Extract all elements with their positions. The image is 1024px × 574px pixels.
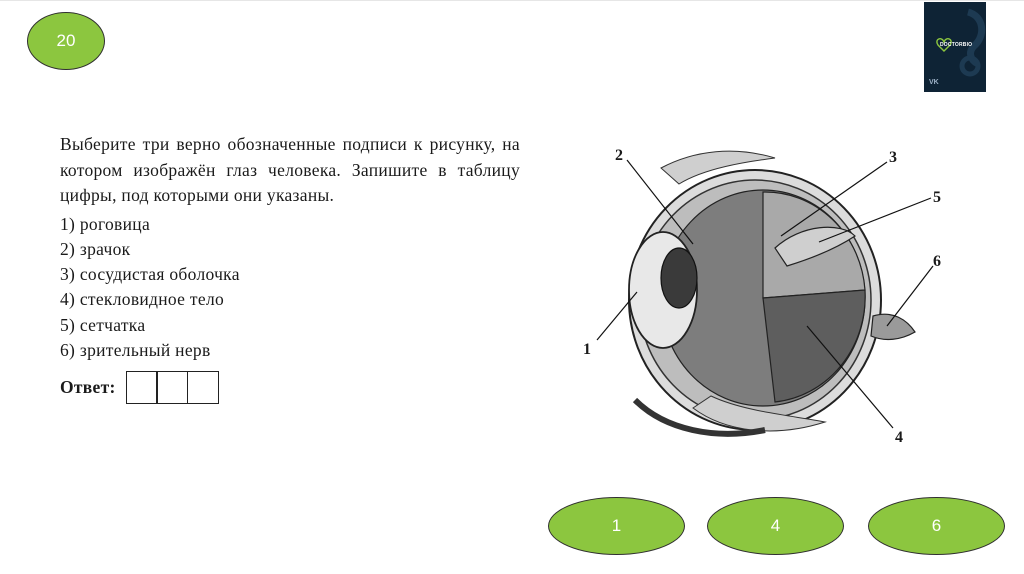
diagram-label-1: 1 xyxy=(583,341,591,358)
answer-button-4[interactable]: 4 xyxy=(707,497,844,555)
diagram-label-3: 3 xyxy=(889,149,897,166)
question-number-badge: 20 xyxy=(27,12,105,70)
vk-icon: VK xyxy=(929,79,939,86)
answer-table xyxy=(126,371,218,404)
option-item: 4) стекловидное тело xyxy=(60,289,225,310)
diagram-label-6: 6 xyxy=(933,253,941,270)
option-item: 3) сосудистая оболочка xyxy=(60,264,240,285)
logo-brand-text: DOCTORBIO xyxy=(940,42,973,48)
doctorbio-logo xyxy=(924,2,986,92)
option-item: 1) роговица xyxy=(60,213,151,234)
option-item: 5) сетчатка xyxy=(60,314,146,335)
option-item: 2) зрачок xyxy=(60,238,131,259)
option-item: 6) зрительный нерв xyxy=(60,339,211,360)
eye-diagram xyxy=(575,140,955,460)
eye-illustration xyxy=(575,140,955,460)
diagram-label-2: 2 xyxy=(615,147,623,164)
task-block xyxy=(60,132,520,404)
answer-row xyxy=(60,371,520,404)
pupil-shape xyxy=(661,248,697,308)
answer-button-1[interactable]: 1 xyxy=(548,497,685,555)
options-list xyxy=(60,212,520,364)
diagram-label-4: 4 xyxy=(895,429,903,446)
top-divider xyxy=(0,0,1024,1)
diagram-label-5: 5 xyxy=(933,189,941,206)
answer-cell[interactable] xyxy=(126,371,158,404)
answer-button-6[interactable]: 6 xyxy=(868,497,1005,555)
task-intro: Выберите три верно обозначенные подписи к рисунку, на котором изображён глаз человека. Запишите в таблицу цифры, под которыми они указаны. xyxy=(60,134,520,205)
answer-label: Ответ: xyxy=(60,377,116,398)
answer-cell[interactable] xyxy=(187,371,219,404)
answer-cell[interactable] xyxy=(156,371,188,404)
